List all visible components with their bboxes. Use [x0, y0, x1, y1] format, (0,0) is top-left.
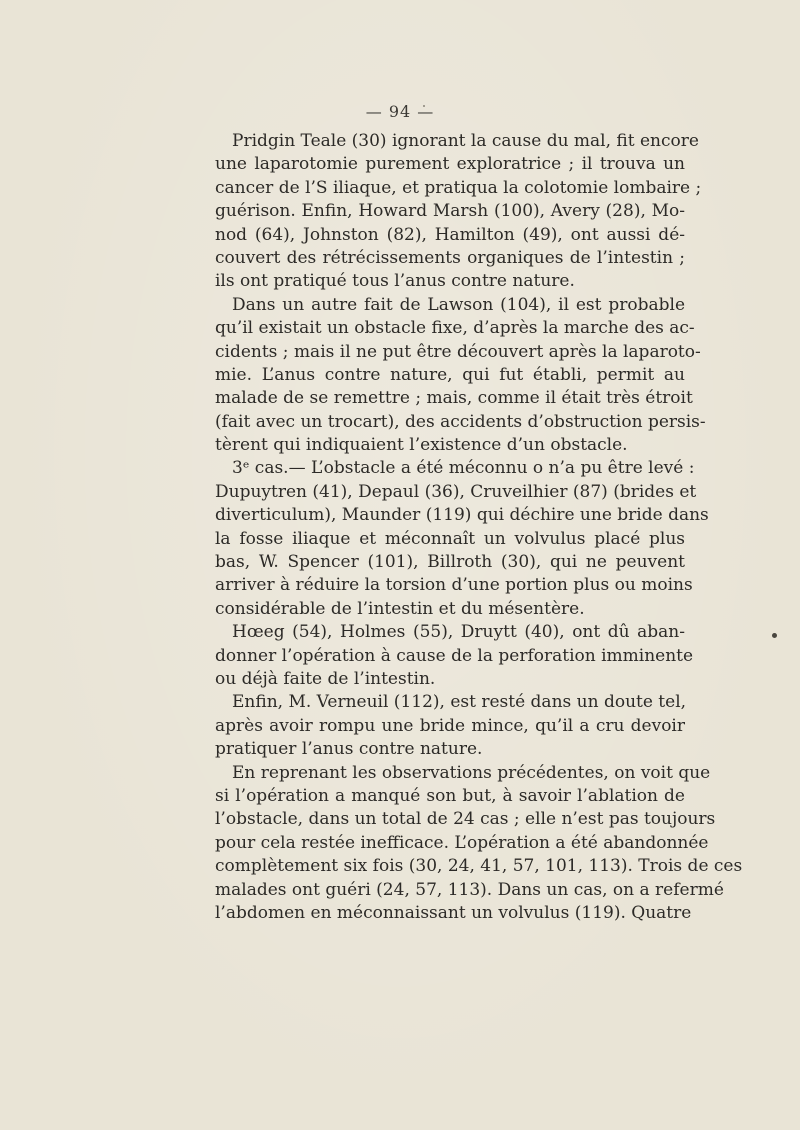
text-line: Hœeg (54), Holmes (55), Druytt (40), ont dû aban-: [232, 622, 685, 643]
text-line: cancer de l’S iliaque, et pratiqua la colotomie lombaire ;: [215, 177, 702, 198]
text-line: cidents ; mais il ne put être découvert après la laparoto-: [215, 341, 701, 362]
text-line: qu’il existait un obstacle fixe, d’après la marche des ac-: [215, 318, 695, 339]
page-number: — 94 —: [365, 102, 435, 121]
text-line: nod (64), Johnston (82), Hamilton (49), ont aussi dé-: [215, 224, 685, 245]
text-line: donner l’opération à cause de la perforation imminente: [215, 645, 694, 666]
text-line: Dans un autre fait de Lawson (104), il est probable: [232, 294, 685, 315]
text-line: Dupuytren (41), Depaul (36), Cruveilhier (87) (brides et: [215, 481, 697, 502]
ink-spot: [772, 633, 777, 638]
text-line: après avoir rompu une bride mince, qu’il a cru devoir: [215, 715, 685, 736]
text-line: diverticulum), Maunder (119) qui déchire une bride dans: [215, 505, 709, 526]
text-line: ils ont pratiqué tous l’anus contre nature.: [215, 271, 575, 292]
text-line: (fait avec un trocart), des accidents d’obstruction persis-: [215, 411, 706, 432]
text-line: la fosse iliaque et méconnaît un volvulus placé plus: [215, 528, 685, 549]
text-line: l’obstacle, dans un total de 24 cas ; elle n’est pas toujours: [215, 809, 716, 830]
text-line: Pridgin Teale (30) ignorant la cause du mal, fit encore: [232, 131, 699, 151]
text-line: guérison. Enfin, Howard Marsh (100), Avery (28), Mo-: [215, 201, 685, 222]
text-line: tèrent qui indiquaient l’existence d’un obstacle.: [215, 435, 628, 456]
text-line: si l’opération a manqué son but, à savoir l’ablation de: [215, 785, 685, 806]
text-line: ou déjà faite de l’intestin.: [215, 668, 436, 689]
text-line: mie. L’anus contre nature, qui fut établi, permit au: [215, 364, 685, 385]
text-line: couvert des rétrécissements organiques de l’intestin ;: [215, 247, 685, 268]
text-line: l’abdomen en méconnaissant un volvulus (119). Quatre: [215, 902, 692, 923]
text-line: une laparotomie purement exploratrice ; il trouva un: [215, 154, 685, 175]
text-line: Enfin, M. Verneuil (112), est resté dans un doute tel,: [232, 692, 687, 713]
text-line: bas, W. Spencer (101), Billroth (30), qui ne peuvent: [215, 552, 685, 573]
text-line: En reprenant les observations précédentes, on voit que: [232, 762, 711, 783]
text-line: pour cela restée inefficace. L’opération a été abandonnée: [215, 832, 709, 853]
text-line: arriver à réduire la torsion d’une portion plus ou moins: [215, 575, 693, 596]
text-line: 3ᵉ cas.— L’obstacle a été méconnu o n’a pu être levé :: [232, 458, 695, 479]
body-text: [215, 130, 743, 925]
text-line: complètement six fois (30, 24, 41, 57, 101, 113). Trois de ces: [215, 856, 743, 877]
text-line: malade de se remettre ; mais, comme il était très étroit: [215, 388, 693, 409]
text-line: pratiquer l’anus contre nature.: [215, 739, 483, 760]
text-line: malades ont guéri (24, 57, 113). Dans un cas, on a refermé: [215, 879, 724, 900]
text-line: considérable de l’intestin et du mésentère.: [215, 598, 585, 619]
